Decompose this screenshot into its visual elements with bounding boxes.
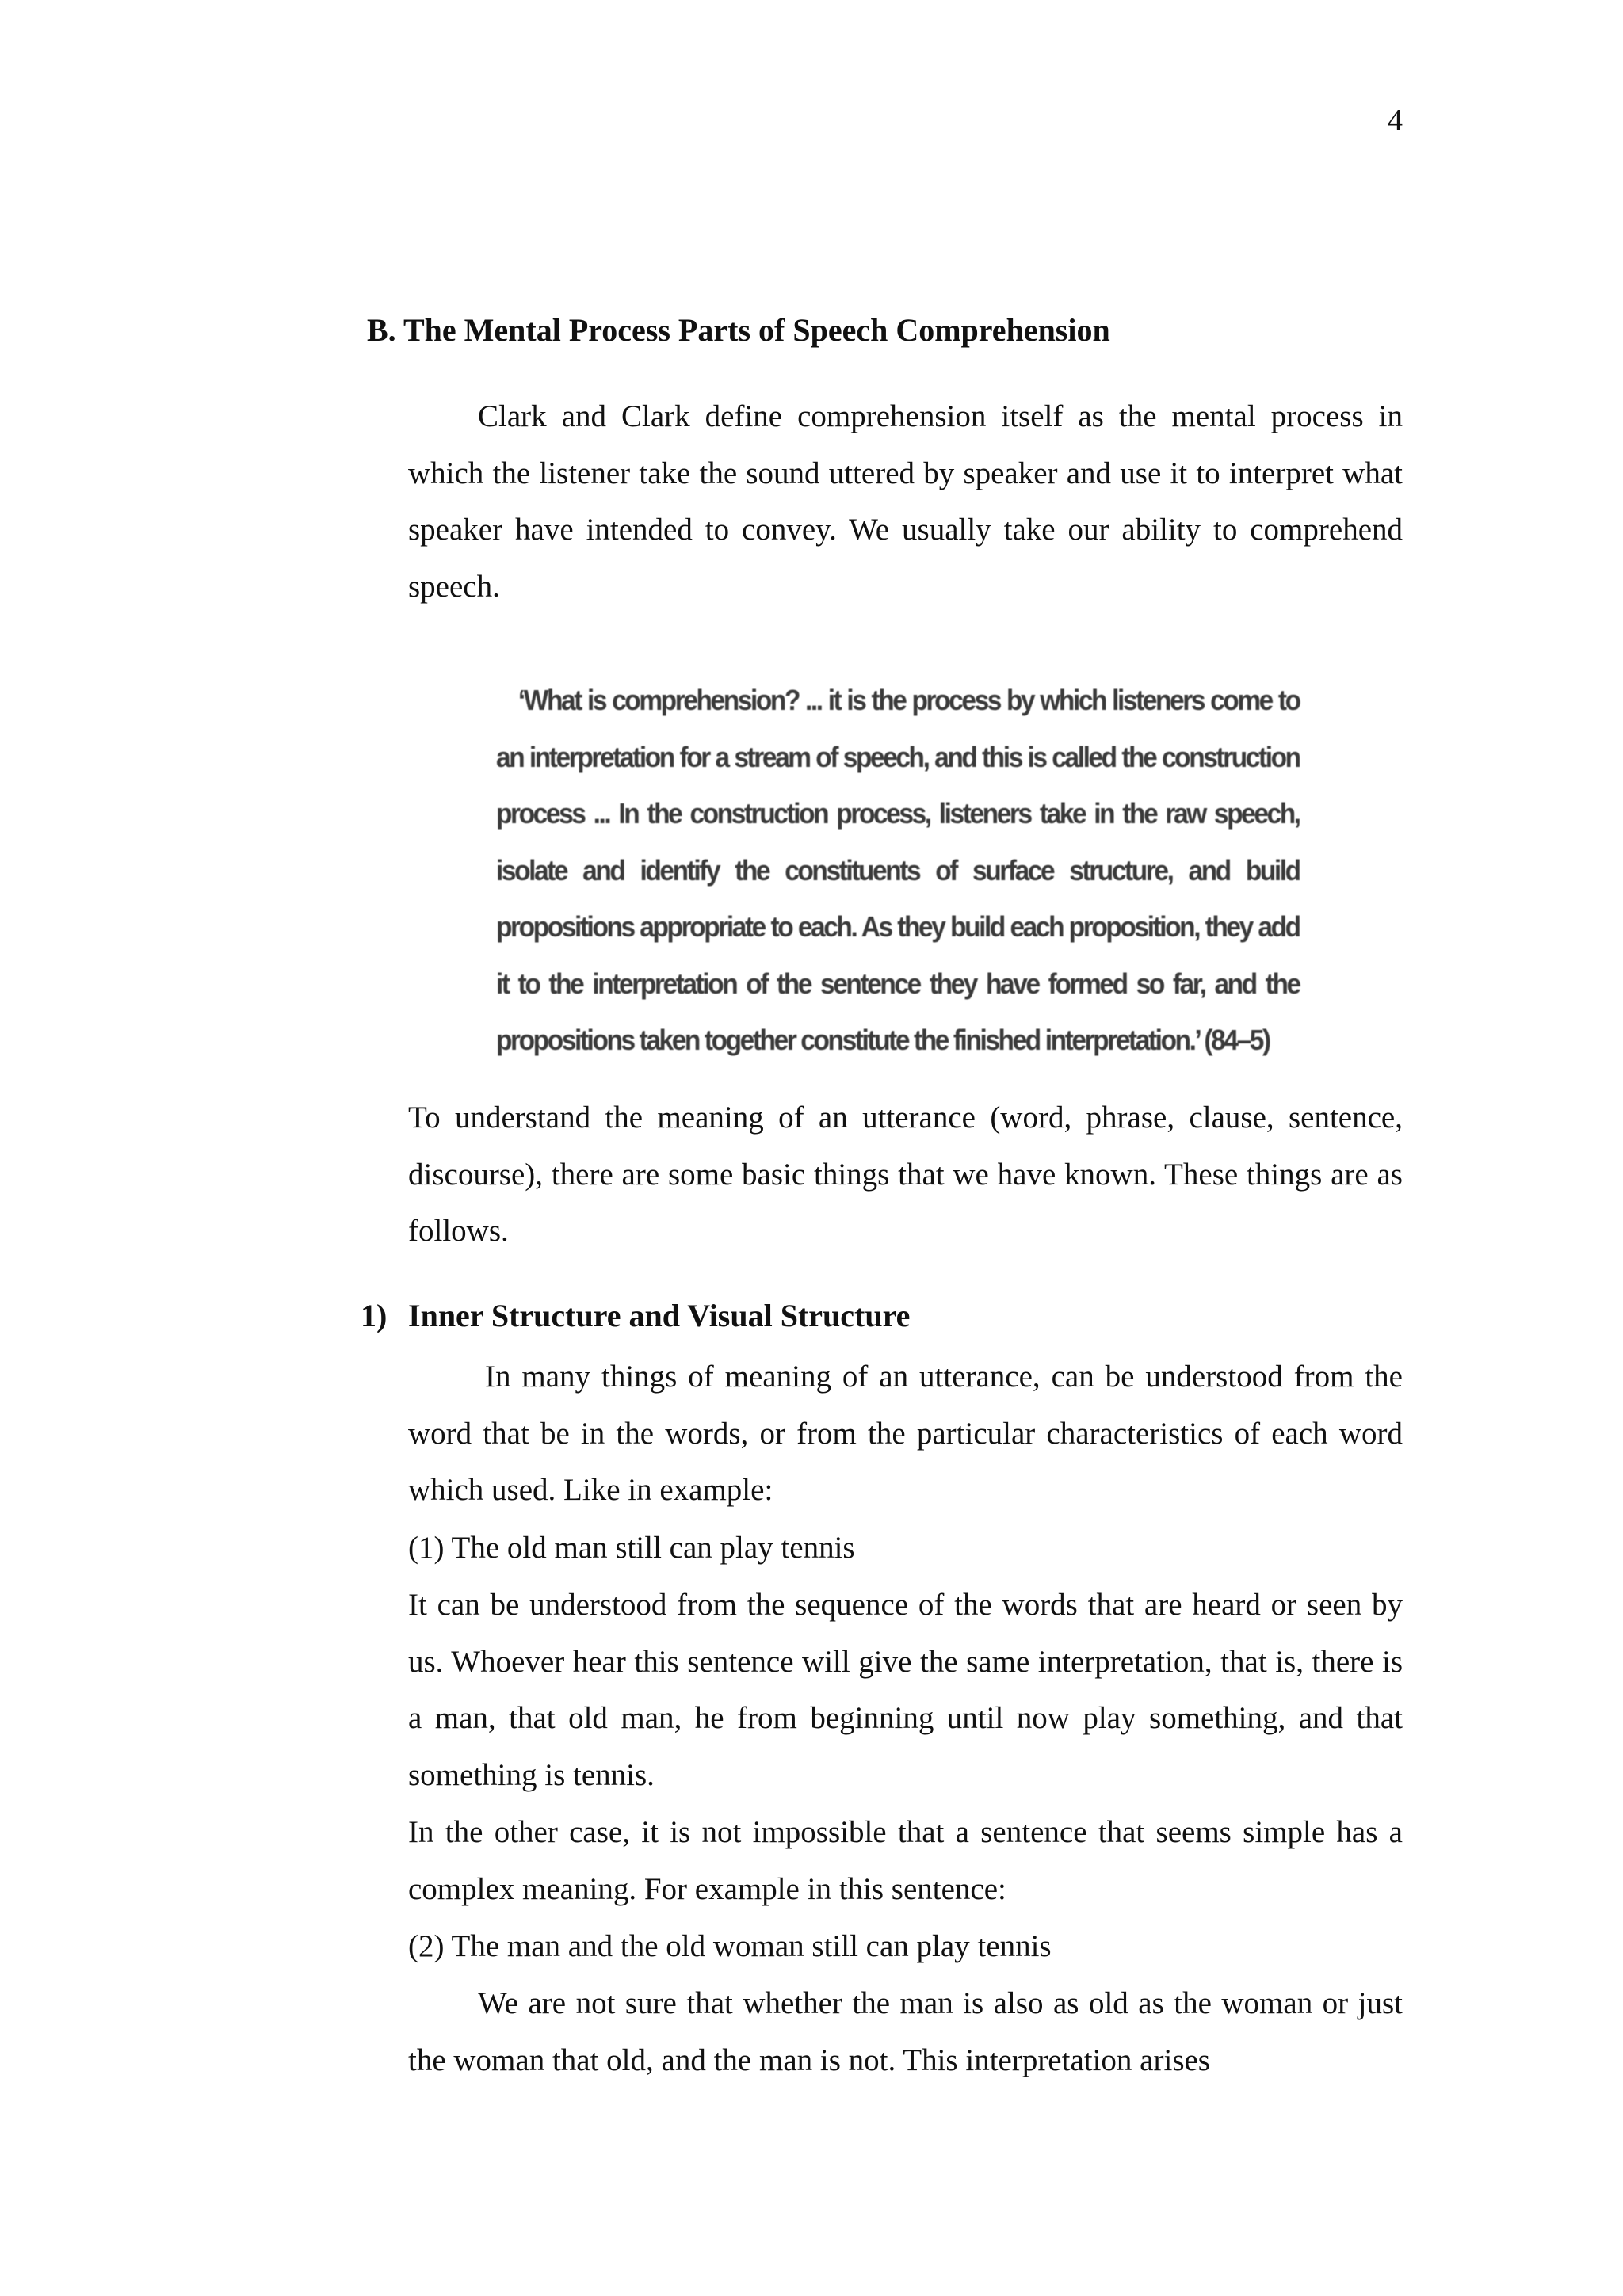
example-sentence-1: (1) The old man still can play tennis xyxy=(408,1531,855,1565)
paragraph-2: To understand the meaning of an utterance (word, phrase, clause, sentence, discourse), there are some basic things that we have known. These things are as follows. xyxy=(408,1100,1403,1248)
example-sentence-2: (2) The man and the old woman still can play tennis xyxy=(408,1929,1052,1963)
paragraph-4: It can be understood from the sequence of the words that are heard or seen by us. Whoever hear this sentence will give the same interpretation, that is, there is a man, that old man, he from beginning until now play something, and that something is tennis. xyxy=(408,1588,1403,1792)
quoted-passage-image: ‘What is comprehension? ... it is the process by which listeners come to an interpretation for a stream of speech, and this is called the construction process ... In the construction process, listeners take in the raw speech, isolate and identify the constituents of surface structure, and build propositions appropriate to each. As they build each proposition, they add it to the interpretation of the sentence they have formed so far, and the propositions taken together constitute the finished interpretation.’ (84–5) xyxy=(496,684,1300,1056)
section-heading: B. The Mental Process Parts of Speech Comprehension xyxy=(367,312,1110,348)
paragraph-6: We are not sure that whether the man is also as old as the woman or just the woman that old, and the man is not. This interpretation arises xyxy=(408,1986,1403,2077)
subsection-title: Inner Structure and Visual Structure xyxy=(408,1298,911,1333)
paragraph-3: In many things of meaning of an utterance, can be understood from the word that be in the words, or from the particular characteristics of each word which used. Like in example: xyxy=(408,1360,1403,1507)
subsection-heading xyxy=(361,1295,910,1337)
paragraph-5: In the other case, it is not impossible that a sentence that seems simple has a complex meaning. For example in this sentence: xyxy=(408,1815,1403,1906)
subsection-number: 1) xyxy=(361,1298,388,1333)
paragraph-1: Clark and Clark define comprehension itself as the mental process in which the listener take the sound uttered by speaker and use it to interpret what speaker have intended to convey. We usually take our ability to comprehend speech. xyxy=(408,399,1403,604)
page-number: 4 xyxy=(1388,104,1403,137)
